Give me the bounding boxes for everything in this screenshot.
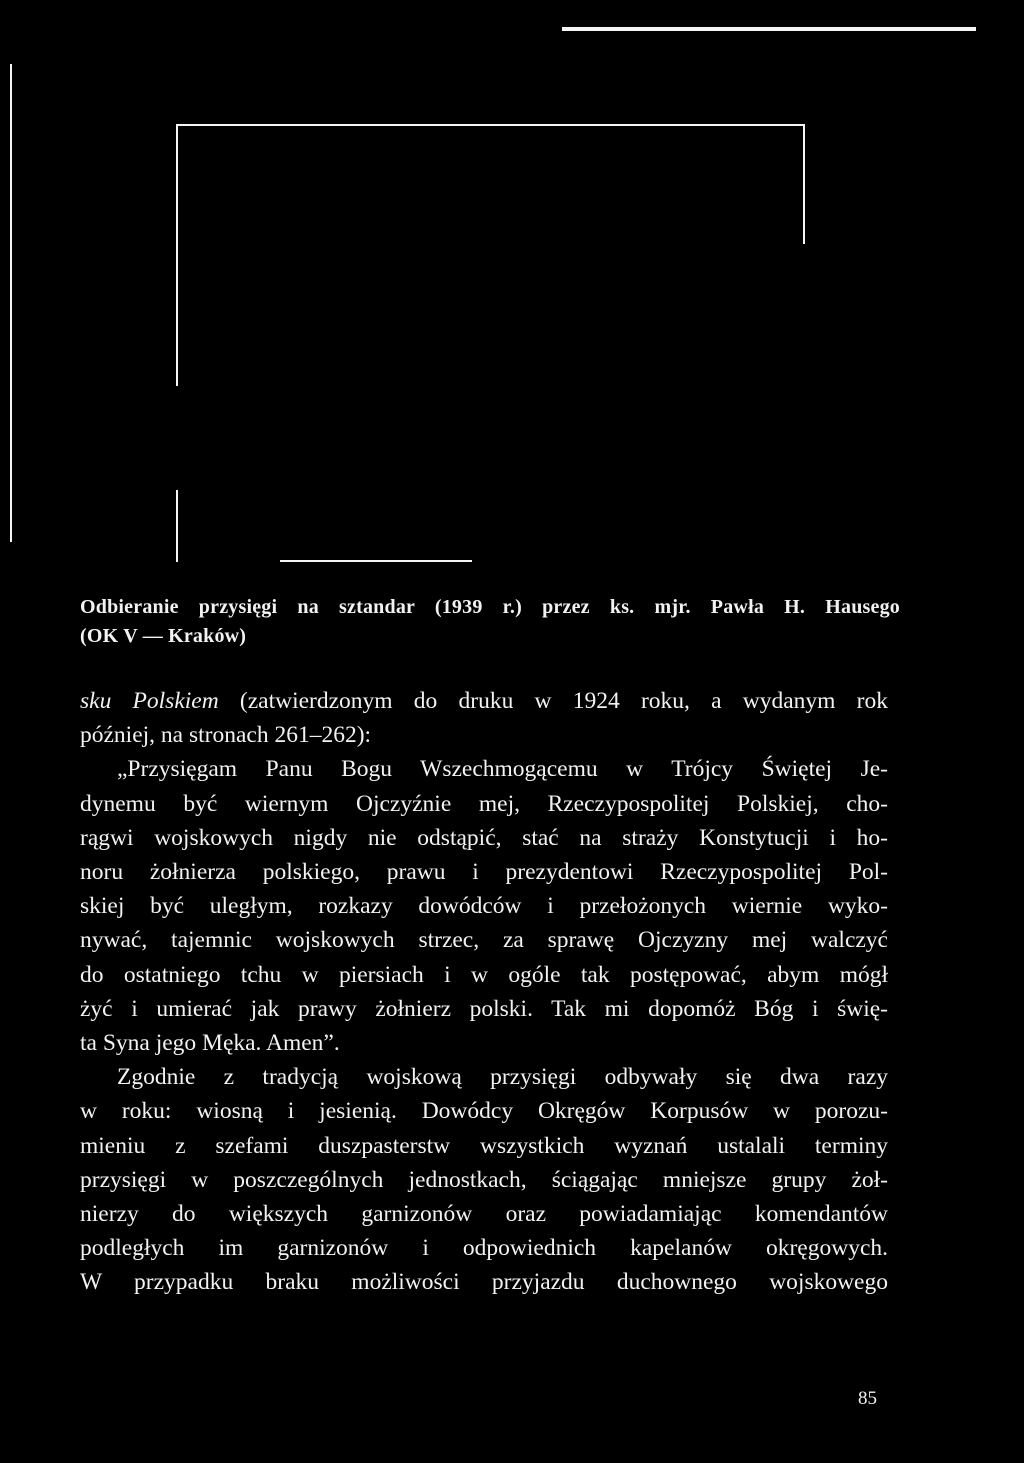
- italic-title: sku Polskiem: [80, 688, 219, 714]
- text-line-4: dynemu być wiernym Ojczyźnie mej, Rzeczypospolitej Polskiej, cho-: [80, 790, 888, 817]
- text-line-11: ta Syna jego Męka. Amen”.: [80, 1030, 340, 1057]
- text-line-15: przysięgi w poszczególnych jednostkach, ściągając mniejsze grupy żoł-: [80, 1166, 888, 1193]
- photo-frame-bottom: [280, 560, 472, 562]
- left-edge-line: [10, 64, 12, 542]
- text-line-18: W przypadku braku możliwości przyjazdu duchownego wojskowego: [80, 1269, 888, 1296]
- top-right-border: [562, 27, 976, 31]
- photo-caption: [80, 593, 900, 651]
- text-line-12: Zgodnie z tradycją wojskową przysięgi odbywały się dwa razy: [117, 1064, 888, 1091]
- caption-line-2: (OK V — Kraków): [80, 625, 247, 647]
- text-line-13: w roku: wiosną i jesienią. Dowódcy Okręgów Korpusów w porozu-: [80, 1098, 888, 1125]
- photo-frame-right: [803, 124, 805, 244]
- photo-frame-top: [176, 124, 805, 126]
- page-number: 85: [858, 1388, 877, 1409]
- text-line-6: noru żołnierza polskiego, prawu i prezydentowi Rzeczypospolitej Pol-: [80, 859, 888, 886]
- text-line-10: żyć i umierać jak prawy żołnierz polski. Tak mi dopomóż Bóg i świę-: [80, 995, 888, 1022]
- photo-frame-left-lower: [176, 490, 178, 562]
- text-line-3: „Przysięgam Panu Bogu Wszechmogącemu w Trójcy Świętej Je-: [117, 756, 888, 783]
- body-text: [80, 684, 888, 1300]
- text-line-9: do ostatniego tchu w piersiach i w ogóle tak postępować, abym mógł: [80, 961, 888, 988]
- caption-line-1: Odbieranie przysięgi na sztandar (1939 r.) przez ks. mjr. Pawła H. Hausego: [80, 596, 900, 618]
- photo-frame-left: [176, 124, 178, 386]
- text-line-1: sku Polskiem (zatwierdzonym do druku w 1924 roku, a wydanym rok: [80, 688, 888, 714]
- text-line-7: skiej być uległym, rozkazy dowódców i przełożonych wiernie wyko-: [80, 893, 888, 920]
- text-line-5: rągwi wojskowych nigdy nie odstąpić, stać na straży Konstytucji i ho-: [80, 824, 888, 851]
- text-line-16: nierzy do większych garnizonów oraz powiadamiając komendantów: [80, 1201, 888, 1228]
- text-line-17: podległych im garnizonów i odpowiednich kapelanów okręgowych.: [80, 1235, 888, 1262]
- text-line-2: później, na stronach 261–262):: [80, 722, 372, 749]
- text-line-14: mieniu z szefami duszpasterstw wszystkich wyznań ustalali terminy: [80, 1132, 888, 1159]
- text-line-8: nywać, tajemnic wojskowych strzec, za sprawę Ojczyzny mej walczyć: [80, 927, 888, 954]
